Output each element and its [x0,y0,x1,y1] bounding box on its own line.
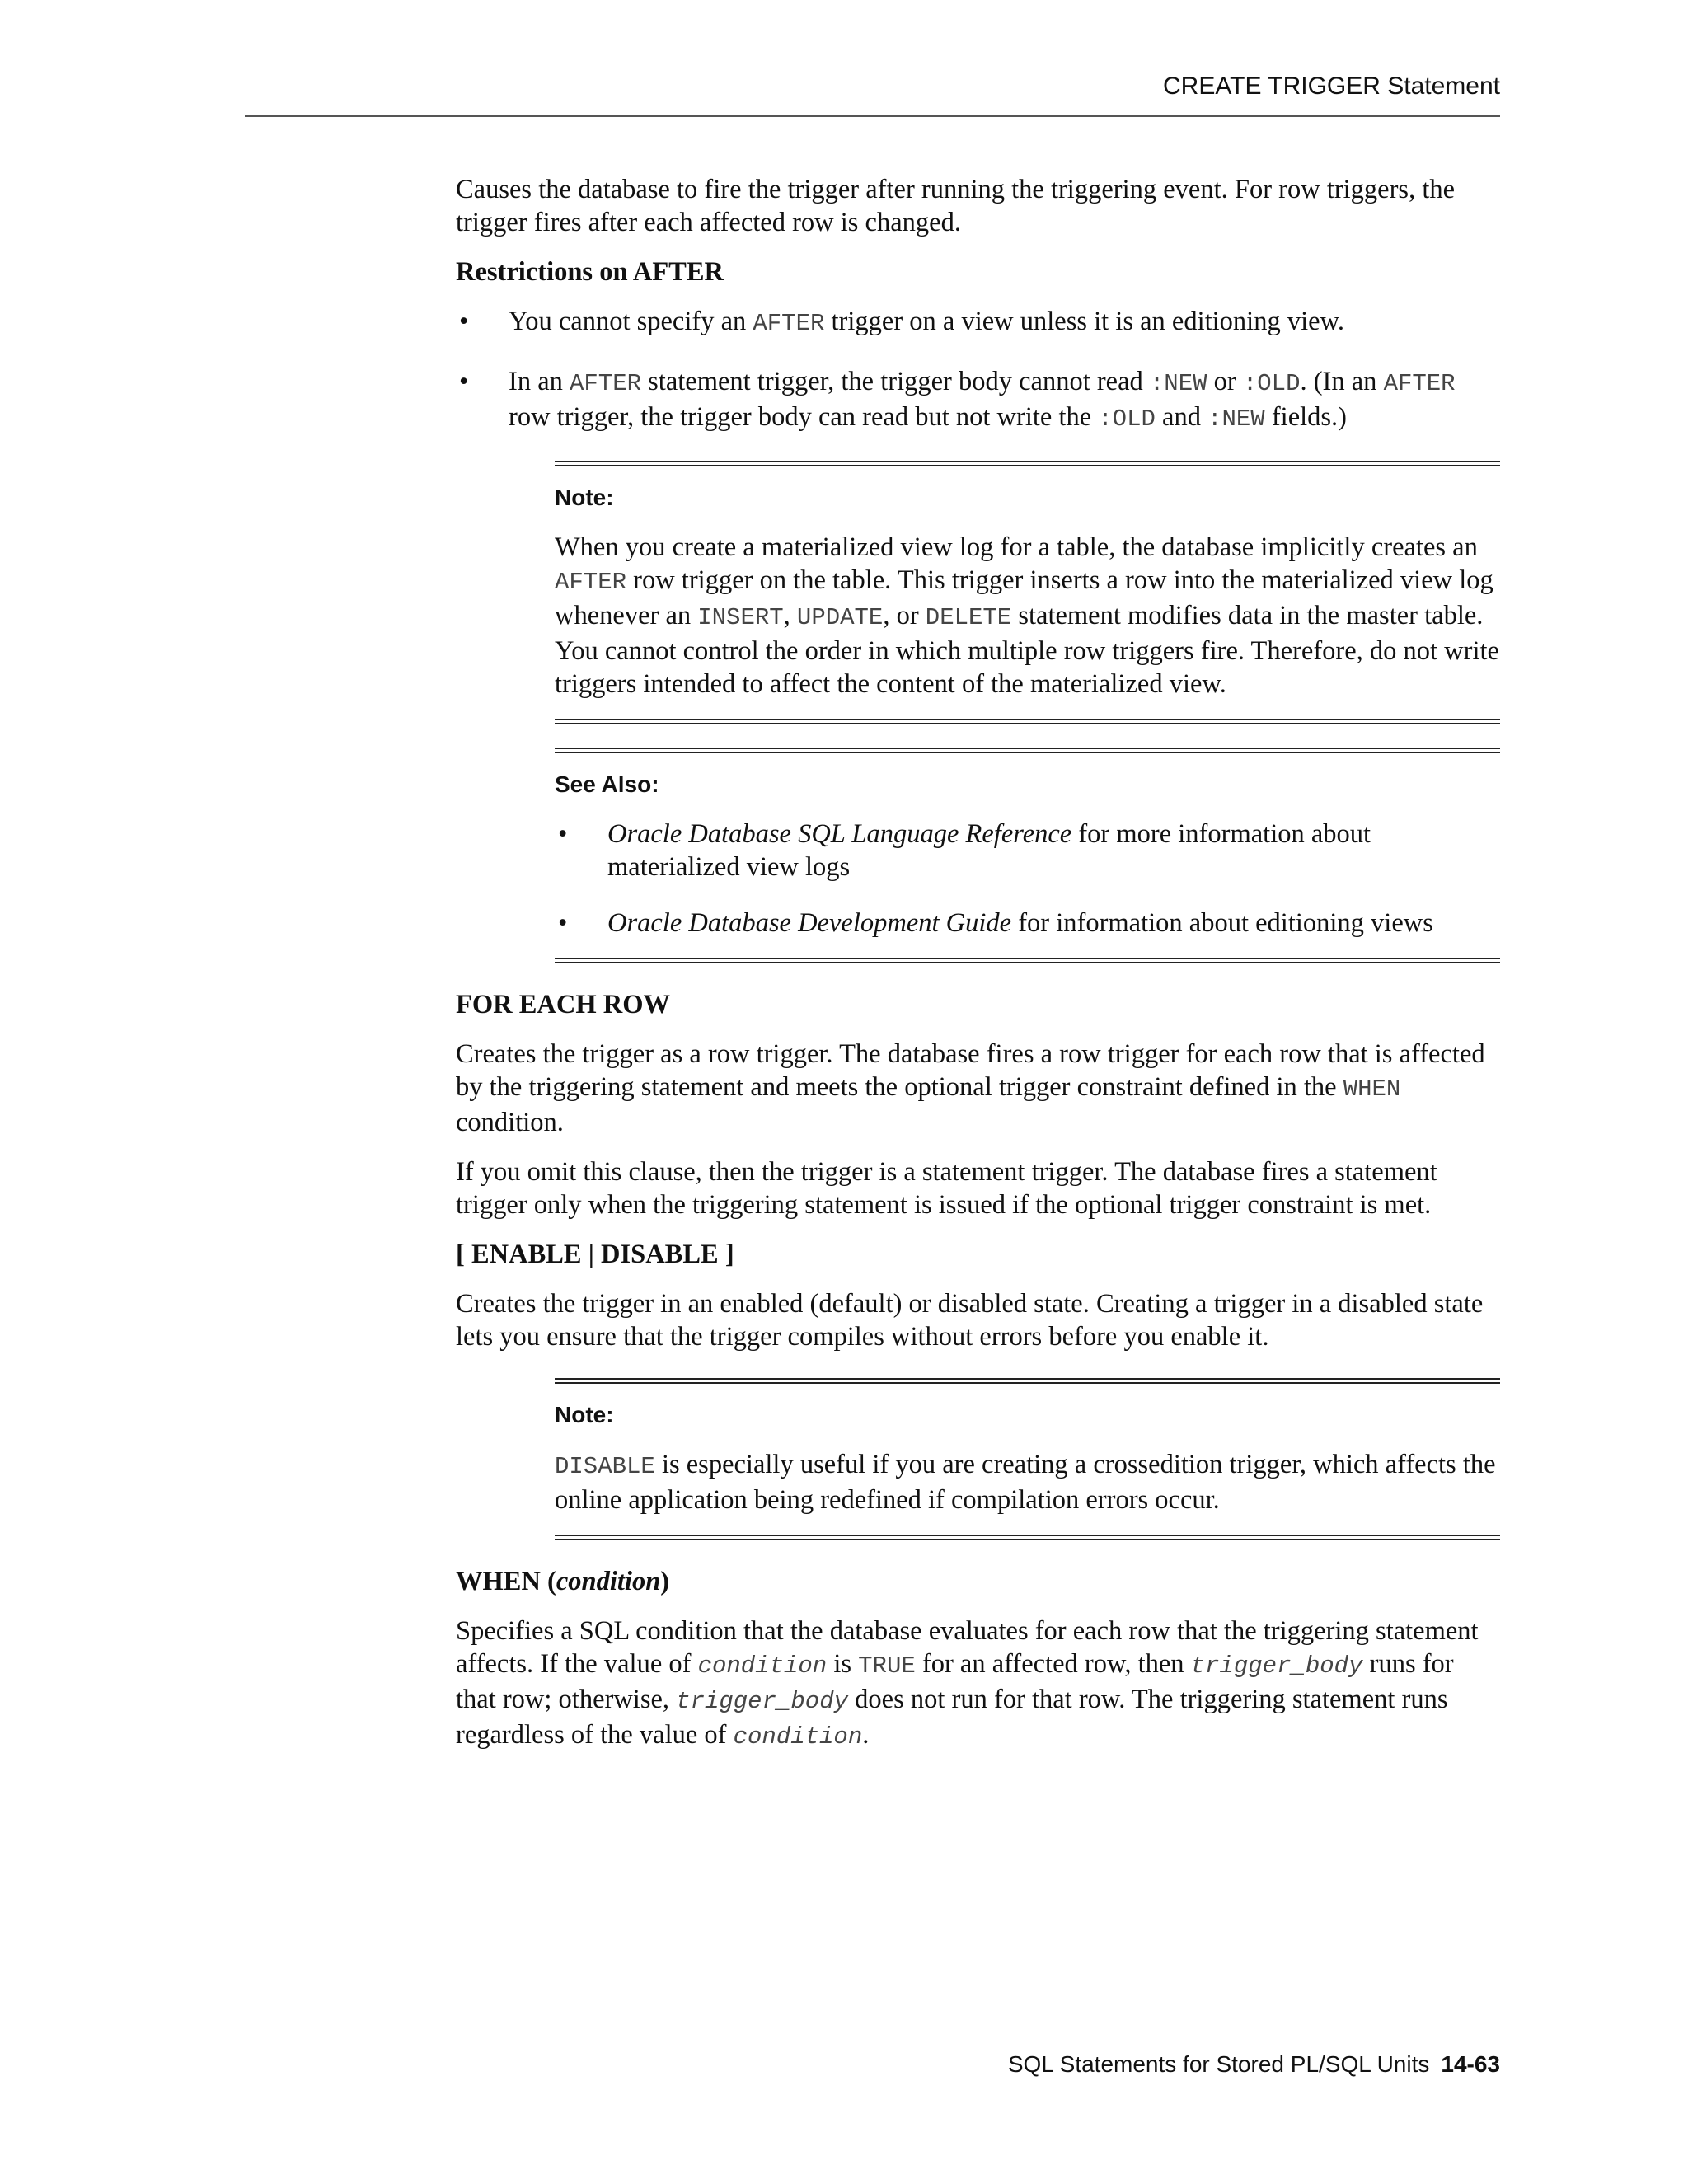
statement-trigger-text: If you omit this clause, then the trigger is a statement trigger. The database fires a statement trigger only when the triggering statement is issued if the optional trigger constraint is met. [456,1157,1437,1220]
note-box [555,461,1500,724]
book-link[interactable]: Oracle Database Development Guide [607,908,1012,938]
footer-title: SQL Statements for Stored PL/SQL Units [1007,2051,1430,2077]
bullet-icon: • [459,367,469,396]
when-text: Specifies a SQL condition that the database evaluates for each row that the triggering statement affects. If the value of condition is TRUE for an affected row, then trigger_body runs for that row; otherwise, trigger_body does not run for that row. The triggering statement runs regardless of the value of condition. [456,1616,1479,1750]
bullet-icon: • [558,908,568,938]
for-each-row-heading: FOR EACH ROW [456,990,670,1019]
after-intro: Causes the database to fire the trigger after running the triggering event. For row triggers, the trigger fires after each affected row is changed. [456,175,1456,237]
enable-disable-text: Creates the trigger in an enabled (default) or disabled state. Creating a trigger in a disabled state lets you ensure that the trigger compiles without errors before you enable it. [456,1289,1484,1352]
see-also-box [555,748,1500,963]
bullet-icon: • [459,307,469,336]
page-footer [1008,2051,1500,2078]
list-item: • You cannot specify an AFTER trigger on a view unless it is an editioning view. [459,307,1345,337]
note-label: Note: [555,1402,614,1427]
see-also-label: See Also: [555,771,659,797]
bullet-icon: • [558,819,568,849]
page-number: 14-63 [1441,2051,1500,2077]
note-text: When you create a materialized view log for a table, the database implicitly creates an AFTER row trigger on the table. This trigger inserts a row into the materialized view log whenever an INSERT, UPDATE, or DELETE statement modifies data in the master table. You cannot control the order in which multiple row triggers fire. Therefore, do not write triggers intended to affect the content of the materialized view. [555,532,1499,699]
running-header: CREATE TRIGGER Statement [1163,73,1500,100]
restrictions-heading: Restrictions on AFTER [456,257,724,287]
list-item: • In an AFTER statement trigger, the trigger body cannot read :NEW or :OLD. (In an AFTER row trigger, the trigger body can read but not write the :OLD and :NEW fields.) [459,367,1456,433]
header-rule [245,115,1500,117]
restrictions-list [456,305,1500,436]
code-after: AFTER [753,310,825,337]
book-link[interactable]: Oracle Database SQL Language Reference [607,819,1072,849]
for-each-row-text: Creates the trigger as a row trigger. The database fires a row trigger for each row that is affected by the triggering statement and meets the optional trigger constraint defined in the WHEN condition. [456,1039,1485,1137]
note-box [555,1378,1500,1540]
list-item: • Oracle Database SQL Language Reference for more information about materialized view logs [558,819,1372,882]
see-also-list [555,818,1500,940]
list-item: • Oracle Database Development Guide for information about editioning views [558,908,1433,938]
page-content [456,173,1500,1770]
enable-disable-heading: [ ENABLE | DISABLE ] [456,1240,734,1269]
note-label: Note: [555,485,614,510]
when-heading: WHEN (condition) [456,1567,670,1596]
note-text: DISABLE is especially useful if you are creating a crossedition trigger, which affects the online application being redefined if compilation errors occur. [555,1450,1496,1515]
